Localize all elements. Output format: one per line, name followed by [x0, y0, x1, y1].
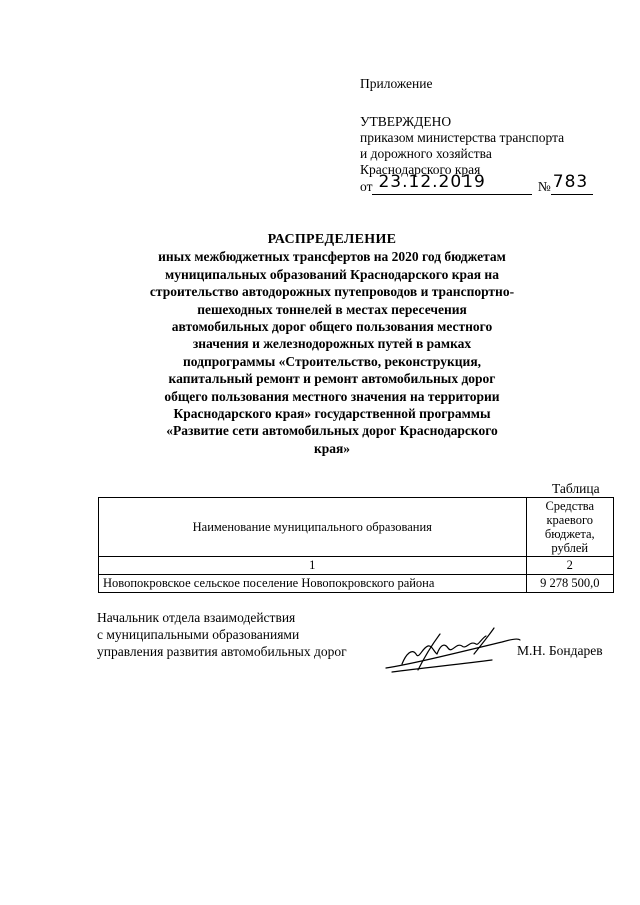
- appendix-label: Приложение: [360, 76, 433, 91]
- table-caption: Таблица: [552, 481, 600, 496]
- heading-line: общего пользования местного значения на территории: [164, 388, 500, 404]
- heading-line: муниципальных образований Краснодарского края на: [165, 266, 499, 282]
- distribution-table: [98, 497, 614, 593]
- position-line: управления развития автомобильных дорог: [97, 644, 347, 660]
- table-header-row: [99, 498, 614, 557]
- header-budget-line: бюджета,: [544, 527, 595, 541]
- heading-line: пешеходных тоннелей в местах пересечения: [197, 301, 467, 317]
- handwritten-signature: [382, 624, 522, 676]
- order-date-field: [372, 172, 532, 195]
- heading-line: автомобильных дорог общего пользования местного: [171, 319, 493, 335]
- approval-block: [360, 76, 620, 196]
- approved-label: УТВЕРЖДЕНО: [360, 114, 452, 129]
- amount-cell: 9 278 500,0: [526, 575, 613, 593]
- position-line: Начальник отдела взаимодействия: [97, 610, 296, 625]
- number-prefix: №: [537, 179, 551, 194]
- header-budget-funds: [526, 498, 613, 557]
- approval-line-1: приказом министерства транспорта: [360, 130, 565, 145]
- heading-line: иных межбюджетных трансфертов на 2020 год бюджетам: [158, 249, 506, 265]
- approval-line-3: Краснодарского края: [360, 162, 481, 177]
- signatory-position: [97, 609, 347, 661]
- table-row: [99, 575, 614, 593]
- heading-line: края»: [313, 440, 351, 456]
- column-number: 2: [526, 557, 613, 575]
- order-date-row: [360, 172, 620, 196]
- heading-line: «Развитие сети автомобильных дорог Краснодарского: [166, 423, 498, 439]
- order-number-value: 783: [552, 172, 589, 192]
- heading-line: капитальный ремонт и ремонт автомобильных дорог: [168, 371, 496, 387]
- column-number: 1: [99, 557, 527, 575]
- heading-line: строительство автодорожных путепроводов и транспортно-: [149, 284, 515, 300]
- column-number-row: [99, 557, 614, 575]
- document-title: РАСПРЕДЕЛЕНИЕ: [267, 232, 397, 247]
- date-prefix: от: [360, 179, 373, 194]
- municipality-name-cell: Новопокровское сельское поселение Новопокровского района: [99, 575, 527, 593]
- position-line: с муниципальными образованиями: [97, 627, 300, 643]
- header-budget-line: Средства краевого: [545, 499, 595, 527]
- header-budget-line: рублей: [551, 541, 589, 555]
- heading-line: подпрограммы «Строительство, реконструкция,: [182, 353, 482, 369]
- heading-line: значения и железнодорожных путей в рамках: [192, 336, 472, 352]
- signer-name: М.Н. Бондарев: [517, 643, 603, 658]
- heading-line: Краснодарского края» государственной программы: [173, 406, 491, 422]
- header-municipality: Наименование муниципального образования: [99, 498, 527, 557]
- document-heading: [100, 231, 564, 457]
- order-number-field: [551, 172, 593, 195]
- order-date-value: 23.12.2019: [378, 172, 486, 192]
- approval-line-2: и дорожного хозяйства: [360, 146, 492, 161]
